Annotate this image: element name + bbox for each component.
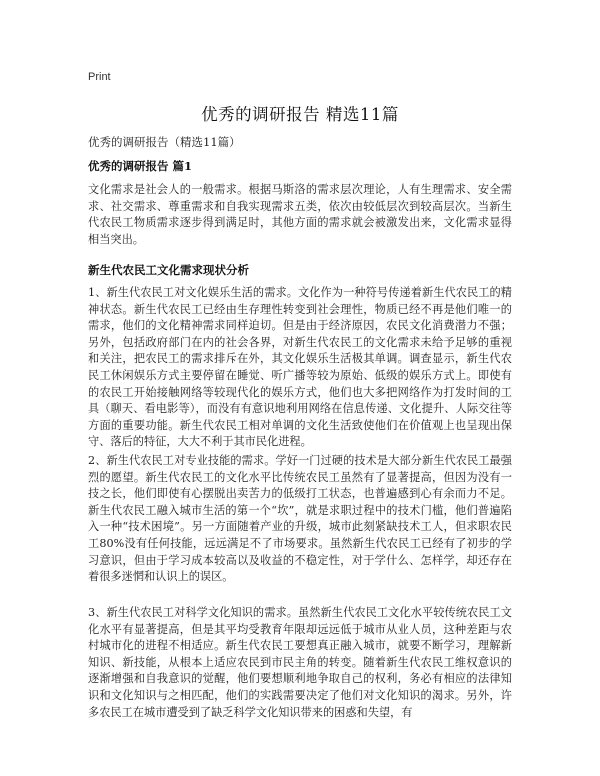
intro-paragraph: 文化需求是社会人的一般需求。根据马斯洛的需求层次理论，人有生理需求、安全需求、社交需求、尊重需求和自我实现需求五类，依次由较低层次到较高层次。当新生代农民工物质需求逐步得到满足时，其他方面的需求就会被激发出来，文化需求显得相当突出。: [88, 183, 512, 246]
section-heading-2: 新生代农民工文化需求现状分析: [88, 263, 249, 277]
paragraph-3: 3、新生代农民工对科学文化知识的需求。虽然新生代农民工文化水平较传统农民工文化水平有显著提高，但是其平均受教育年限却远远低于城市从业人员，这种差距与农村城市化的进程不相适应。新生代农民工要想真正融入城市，就要不断学习，理解新知识、新技能，从根本上适应农民到市民主角的转变。随着新生代农民工维权意识的逐渐增强和自我意识的觉醒，他们要想顺利地争取自己的权利，务必有相应的法律知识和文化知识与之相匹配，他们的实践需要决定了他们对文化知识的渴求。另外，许多农民工在城市遭受到了缺乏科学文化知识带来的困惑和失望，有: [88, 606, 512, 719]
print-link[interactable]: Print: [88, 71, 111, 83]
document-title: 优秀的调研报告 精选11篇: [201, 105, 399, 124]
paragraph-2: 2、新生代农民工对专业技能的需求。学好一门过硬的技术是大部分新生代农民工最强烈的愿望。新生代农民工的文化水平比传统农民工虽然有了显著提高，但因为没有一技之长，他们即使有心摆脱出卖苦力的低级打工状态，也普遍感到心有余而力不足。新生代农民工融入城市生活的第一个“坎”，就是求职过程中的技术门槛，他们普遍陷入一种“技术困境”。另一方面随着产业的升级，城市此刻紧缺技术工人，但求职农民工80%没有任何技能，远远满足不了市场要求。虽然新生代农民工已经有了初步的学习意识，但由于学习成本较高以及收益的不稳定性，对于学什么、怎样学，却还存在着很多迷惘和认识上的误区。: [88, 454, 512, 584]
section-heading-1: 优秀的调研报告 篇1: [88, 159, 193, 173]
document-subtitle: 优秀的调研报告（精选11篇）: [88, 135, 241, 149]
paragraph-1: 1、新生代农民工对文化娱乐生活的需求。文化作为一种符号传递着新生代农民工的精神状态。新生代农民工已经由生存理性转变到社会理性，物质已经不再是他们唯一的需求，他们的文化精神需求同样迫切。但是由于经济原因，农民文化消费潜力不强；另外，包括政府部门在内的社会各界，对新生代农民工的文化需求未给予足够的重视和关注，把农民工的需求排斥在外，其文化娱乐生活极其单调。调查显示，新生代农民工休闲娱乐方式主要停留在睡觉、听广播等较为原始、低级的娱乐方式上。即使有的农民工开始接触网络等较现代化的娱乐方式，他们也大多把网络作为打发时间的工具（聊天、看电影等），而没有有意识地利用网络在信息传递、文化提升、人际交往等方面的重要功能。新生代农民工相对单调的文化生活致使他们在价值观上也呈现出保守、落后的特征，大大不利于其市民化进程。: [88, 286, 512, 449]
